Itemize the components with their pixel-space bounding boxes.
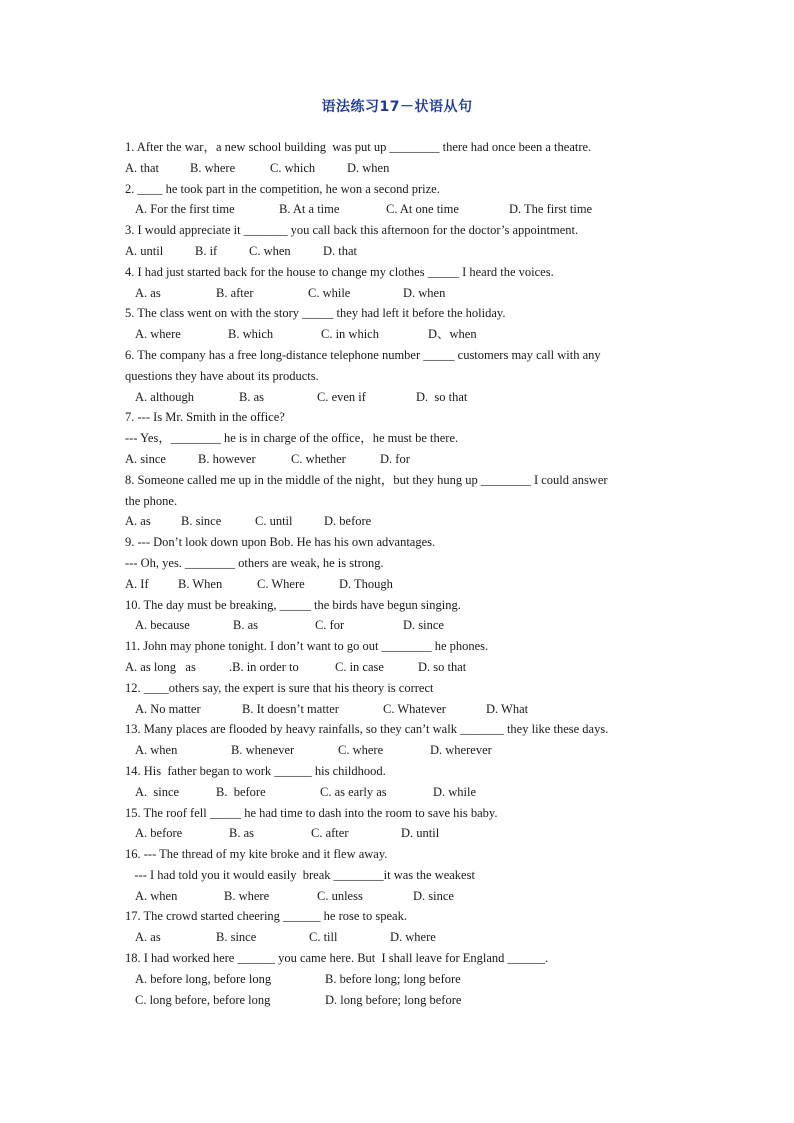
answer-options <box>125 740 675 761</box>
answer-option: A. as <box>135 285 161 300</box>
answer-option: D. so that <box>418 659 467 674</box>
question-5 <box>125 303 675 345</box>
question-text: 1. After the war，a new school building was put up ________ there had once been a theatre. <box>125 140 592 154</box>
answer-option: C. for <box>315 618 345 633</box>
answer-option: C. till <box>309 930 338 945</box>
answer-option: B. if <box>195 243 218 258</box>
answer-options <box>125 969 675 990</box>
question-text: the phone. <box>125 493 178 508</box>
question-text: 3. I would appreciate it _______ you call back this afternoon for the doctor’s appointment. <box>125 223 579 238</box>
answer-option: C. even if <box>317 389 366 404</box>
answer-options <box>125 823 675 844</box>
answer-option: A. before long, before long <box>135 971 272 986</box>
answer-option: A. as <box>135 930 161 945</box>
question-text: 10. The day must be breaking, _____ the birds have begun singing. <box>125 597 461 612</box>
answer-option: C. Whatever <box>383 701 446 716</box>
answer-option: B. as <box>239 389 264 404</box>
answer-options <box>125 449 675 470</box>
question-6 <box>125 345 675 407</box>
answer-option: A. until <box>125 243 164 258</box>
answer-options <box>125 387 675 408</box>
answer-option: C. long before, before long <box>135 992 271 1007</box>
answer-option: A. as <box>125 514 151 529</box>
answer-option: B. before long; long before <box>325 971 461 986</box>
answer-option: B. whenever <box>231 743 295 758</box>
answer-option: A. before <box>135 826 183 841</box>
question-text: --- I had told you it would easily break ________it was the weakest <box>125 867 475 882</box>
answer-option: A. No matter <box>135 701 201 716</box>
answer-options <box>125 324 675 345</box>
answer-option: D. that <box>323 243 358 258</box>
question-text: 12. ____others say, the expert is sure that his theory is correct <box>125 680 434 695</box>
answer-options <box>125 886 675 907</box>
question-text: 4. I had just started back for the house to change my clothes _____ I heard the voices. <box>125 264 554 279</box>
answer-option: A. as long as <box>125 659 196 674</box>
answer-option: C. as early as <box>320 784 387 799</box>
question-1 <box>125 137 675 179</box>
answer-option: A. since <box>135 784 180 799</box>
answer-option: B. where <box>224 888 270 903</box>
answer-options <box>125 782 675 803</box>
answer-option: D. The first time <box>509 202 593 217</box>
question-18 <box>125 948 675 1010</box>
answer-option: A. although <box>135 389 195 404</box>
answer-options <box>125 158 675 179</box>
answer-options <box>125 657 675 678</box>
question-text: 2. ____ he took part in the competition, he won a second prize. <box>125 181 440 196</box>
answer-options <box>125 574 675 595</box>
question-text: 17. The crowd started cheering ______ he rose to speak. <box>125 909 407 924</box>
answer-option: D. for <box>380 451 410 466</box>
question-text: --- Yes，________ he is in charge of the office，he must be there. <box>125 431 459 446</box>
answer-option: C. after <box>311 826 349 841</box>
question-text: 5. The class went on with the story _____ they had left it before the holiday. <box>125 306 506 321</box>
answer-option: D. since <box>413 888 454 903</box>
answer-option: B. It doesn’t matter <box>242 701 339 716</box>
question-10 <box>125 595 675 637</box>
answer-options <box>125 927 675 948</box>
answer-option: B. When <box>178 576 223 591</box>
answer-option: A. when <box>135 888 178 903</box>
question-4 <box>125 262 675 304</box>
question-7 <box>125 407 675 469</box>
answer-option: A. where <box>135 327 181 342</box>
answer-options <box>125 615 675 636</box>
question-13 <box>125 719 675 761</box>
answer-options <box>125 511 675 532</box>
answer-option: B. where <box>190 160 236 175</box>
answer-option: D. when <box>347 160 390 175</box>
answer-option: B. before <box>216 784 266 799</box>
question-text: 15. The roof fell _____ he had time to dash into the room to save his baby. <box>125 805 498 820</box>
answer-option: C. whether <box>291 451 346 466</box>
answer-option: D. until <box>401 826 440 841</box>
answer-option: C. when <box>249 243 291 258</box>
question-text: 14. His father began to work ______ his childhood. <box>125 763 386 778</box>
question-9 <box>125 532 675 594</box>
question-14 <box>125 761 675 803</box>
question-text: 6. The company has a free long-distance telephone number _____ customers may call with any <box>125 347 601 362</box>
answer-option: B. since <box>181 514 222 529</box>
answer-option: A. For the first time <box>135 202 235 217</box>
answer-option: D. since <box>403 618 444 633</box>
question-3 <box>125 220 675 262</box>
question-15 <box>125 803 675 845</box>
question-text: 18. I had worked here ______ you came here. But I shall leave for England ______. <box>125 951 549 966</box>
answer-options <box>125 990 675 1011</box>
answer-option: D. so that <box>416 389 468 404</box>
answer-option: B. At a time <box>279 202 340 217</box>
answer-option: C. At one time <box>386 202 459 217</box>
answer-option: D. while <box>433 784 477 799</box>
answer-option: B. after <box>216 285 254 300</box>
question-11 <box>125 636 675 678</box>
answer-option: A. that <box>125 160 160 175</box>
question-8 <box>125 470 675 532</box>
answer-option: C. while <box>308 285 351 300</box>
answer-option: D. Though <box>339 576 393 591</box>
answer-option: D. before <box>324 514 372 529</box>
answer-options <box>125 199 675 220</box>
answer-option: B. as <box>233 618 258 633</box>
answer-option: C. where <box>338 743 384 758</box>
answer-option: C. in which <box>321 327 379 342</box>
answer-option: .B. in order to <box>229 659 299 674</box>
answer-option: D. long before; long before <box>325 992 462 1007</box>
question-text: 16. --- The thread of my kite broke and it flew away. <box>125 847 388 862</box>
answer-option: C. unless <box>317 888 363 903</box>
answer-option: D. What <box>486 701 529 716</box>
question-text: 7. --- Is Mr. Smith in the office? <box>125 410 285 425</box>
question-text: 11. John may phone tonight. I don’t want to go out ________ he phones. <box>125 639 489 654</box>
answer-option: B. as <box>229 826 254 841</box>
question-2 <box>125 179 675 221</box>
question-12 <box>125 678 675 720</box>
question-17 <box>125 906 675 948</box>
answer-option: D. where <box>390 930 436 945</box>
answer-options <box>125 699 675 720</box>
answer-option: C. Where <box>257 576 305 591</box>
answer-option: D. when <box>403 285 446 300</box>
answer-option: A. when <box>135 743 178 758</box>
answer-option: B. which <box>228 327 274 342</box>
question-text: 13. Many places are flooded by heavy rainfalls, so they can’t walk _______ they like these days. <box>125 722 609 737</box>
answer-option: D. wherever <box>430 743 492 758</box>
answer-option: B. however <box>198 451 256 466</box>
question-text: 8. Someone called me up in the middle of the night，but they hung up ________ I could answer <box>125 472 608 487</box>
question-text: questions they have about its products. <box>125 368 319 383</box>
page-title: 语法练习17－状语从句 <box>321 99 473 115</box>
answer-option: D、when <box>428 327 477 342</box>
answer-option: A. since <box>125 451 166 466</box>
question-list <box>125 137 675 1010</box>
answer-options <box>125 283 675 304</box>
answer-option: C. until <box>255 514 293 529</box>
question-16 <box>125 844 675 906</box>
answer-options <box>125 241 675 262</box>
question-text: --- Oh, yes. ________ others are weak, he is strong. <box>125 555 384 570</box>
answer-option: A. If <box>125 576 149 591</box>
answer-option: C. in case <box>335 659 384 674</box>
answer-option: B. since <box>216 930 257 945</box>
answer-option: A. because <box>135 618 190 633</box>
answer-option: C. which <box>270 160 316 175</box>
question-text: 9. --- Don’t look down upon Bob. He has his own advantages. <box>125 535 436 550</box>
